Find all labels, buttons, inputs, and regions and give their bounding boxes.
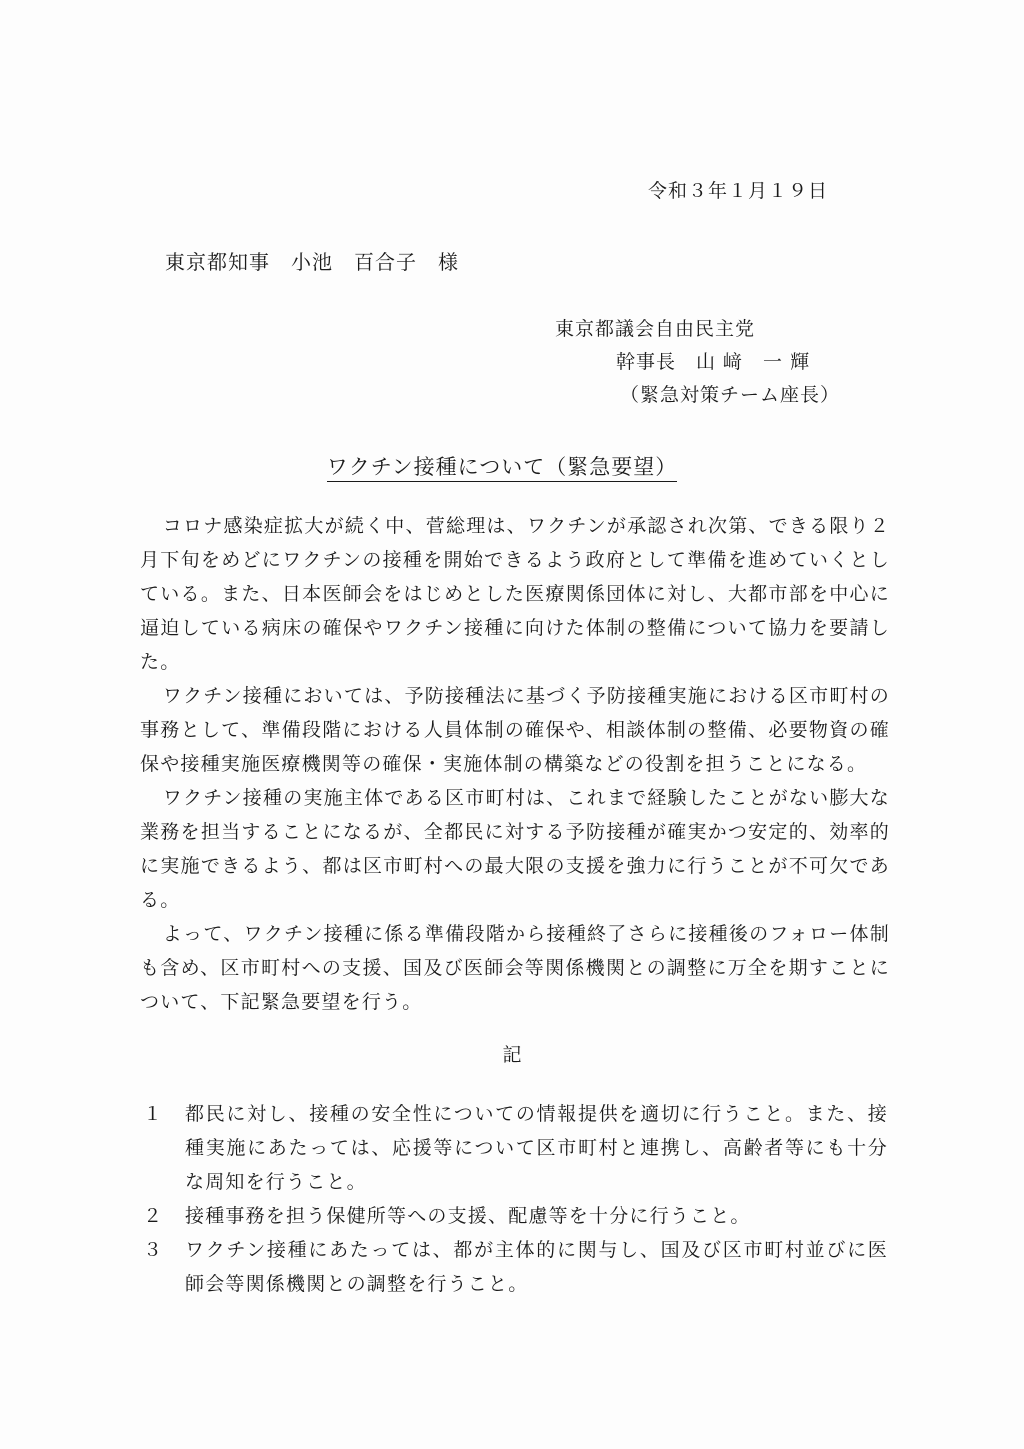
body-paragraph: ワクチン接種においては、予防接種法に基づく予防接種実施における区市町村の事務として、準備段階における人員体制の確保や、相談体制の整備、必要物資の確保や接種実施医療機関等の確保・実施体制の構築などの役割を担うことになる。 — [140, 685, 890, 775]
sender-block — [555, 314, 841, 413]
request-item-text: 接種事務を担う保健所等への支援、配慮等を十分に行うこと。 — [185, 1205, 751, 1227]
body-paragraph: ワクチン接種の実施主体である区市町村は、これまで経験したことがない膨大な業務を担当することになるが、全都民に対する予防接種が確実かつ安定的、効率的に実施できるよう、都は区市町村への最大限の支援を強力に行うことが不可欠である。 — [140, 787, 890, 911]
request-item — [143, 1097, 888, 1199]
request-list — [143, 1097, 888, 1301]
sender-person: 幹事長 山 﨑 一 輝 — [616, 351, 811, 373]
body-paragraph: コロナ感染症拡大が続く中、菅総理は、ワクチンが承認され次第、できる限り２月下旬をめどにワクチンの接種を開始できるよう政府として準備を進めていくとしている。また、日本医師会をはじめとした医療関係団体に対し、大都市部を中心に逼迫している病床の確保やワクチン接種に向けた体制の整備について協力を要請した。 — [140, 515, 890, 673]
sender-organization: 東京都議会自由民主党 — [555, 318, 756, 340]
document-title-wrapper — [0, 451, 1024, 481]
ki-heading: 記 — [502, 1044, 522, 1066]
request-item-number: ３ — [143, 1239, 164, 1261]
request-item-number: １ — [143, 1103, 164, 1125]
body-paragraph: よって、ワクチン接種に係る準備段階から接種終了さらに接種後のフォロー体制も含め、区市町村への支援、国及び医師会等関係機関との調整に万全を期すことについて、下記緊急要望を行う。 — [140, 923, 890, 1013]
sender-role: （緊急対策チーム座長） — [620, 384, 841, 406]
request-item-number: ２ — [143, 1205, 164, 1227]
document-date: 令和３年１月１９日 — [647, 180, 828, 202]
addressee: 東京都知事 小池 百合子 様 — [165, 250, 459, 274]
request-item-text: 都民に対し、接種の安全性についての情報提供を適切に行うこと。また、接種実施にあたっては、応援等について区市町村と連携し、高齢者等にも十分な周知を行うこと。 — [185, 1103, 888, 1193]
document-body — [140, 509, 890, 1019]
document-title: ワクチン接種について（緊急要望） — [327, 455, 678, 482]
request-item — [143, 1199, 888, 1233]
request-item — [143, 1233, 888, 1301]
request-item-text: ワクチン接種にあたっては、都が主体的に関与し、国及び区市町村並びに医師会等関係機関との調整を行うこと。 — [185, 1239, 888, 1295]
